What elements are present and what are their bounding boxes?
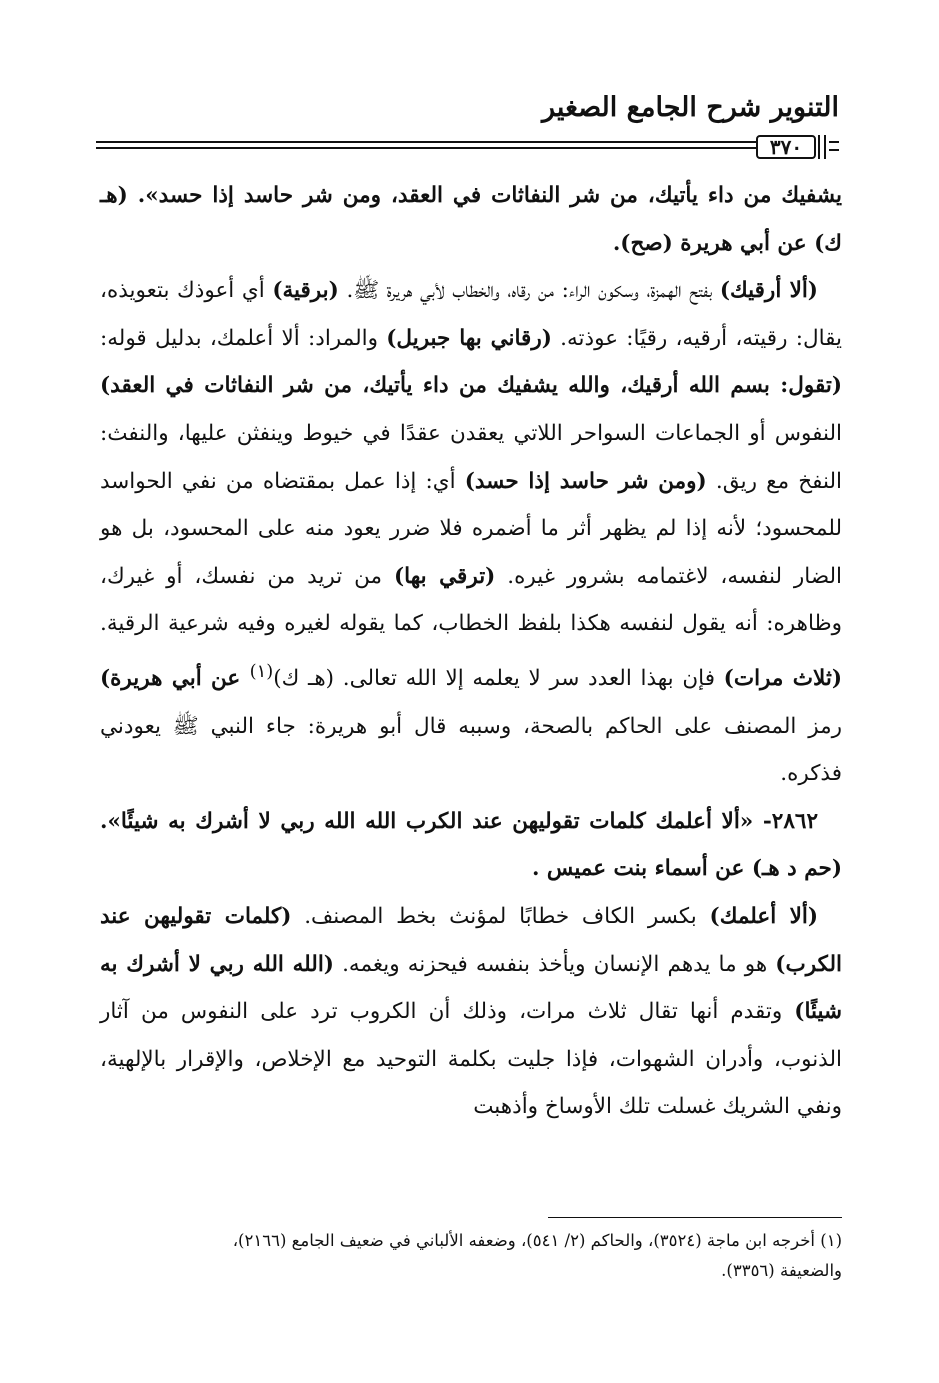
bold-phrase: (ثلاث مرات) — [723, 666, 843, 692]
bold-phrase: (ترقي بها) — [393, 563, 496, 589]
bold-phrase: (رقاني بها جبريل) — [386, 325, 552, 351]
page-number-ornament — [818, 135, 826, 159]
header-rule — [96, 135, 842, 159]
bold-phrase: (ومن شر حاسد إذا حسد) — [464, 468, 707, 494]
header-rule-line — [96, 147, 756, 149]
text-span: فإن بهذا العدد سر لا يعلمه إلا الله تعالى. (هـ ك) — [273, 666, 724, 692]
bold-phrase: (كلمات تقوليهن عند الكرب) — [100, 904, 842, 977]
text-span: بكسر الكاف خطابًا لمؤنث بخط المصنف. — [291, 904, 710, 930]
bold-phrase: (برقية) — [272, 278, 339, 304]
footnotes — [100, 1226, 842, 1286]
footnote-marker: (١) — [249, 660, 274, 682]
paragraph-commentary — [100, 267, 842, 798]
bold-phrase: عن أبي هريرة) — [100, 666, 250, 692]
running-title: التنوير شرح الجامع الصغير — [542, 92, 839, 123]
text-span: من تريد من نفسك، أو غيرك، وظاهره: أنه يقول لنفسه هكذا بلفظ الخطاب، كما يقوله لغيره وفيه شرعية الرقية. — [100, 563, 842, 637]
main-text — [100, 172, 842, 1131]
paragraph-hadith-end: يشفيك من داء يأتيك، من شر النفاثات في العقد، ومن شر حاسد إذا حسد». (هـ ك) عن أبي هريرة (صح). — [100, 183, 842, 256]
text-span: أي أعوذك بتعويذه، يقال: رقيته، أرقيه، رقيًا: عوذته. — [100, 278, 842, 351]
text-span: أي: إذا عمل بمقتضاه من نفي الحواسد للمحسود؛ لأنه إذا لم يظهر أثر ما أضمره فلا ضرر يعود منه على المحسود، بل هو الضار لنفسه، لاغتمامه بشرور غيره. — [100, 468, 842, 589]
paragraph-commentary — [100, 893, 842, 1131]
text-span: هو ما يدهم الإنسان ويأخذ بنفسه فيحزنه ويغمه. — [333, 951, 776, 977]
bold-phrase: (الله الله ربي لا أشرك به شيئًا) — [100, 951, 842, 1025]
bold-phrase: (ألا أرقيك) — [719, 278, 818, 304]
text-span: والمراد: ألا أعلمك، بدليل قوله: — [100, 325, 387, 351]
text-span: النفوس أو الجماعات السواحر اللاتي يعقدن عقدًا في خيوط وينفثن عليها، والنفث: النفخ مع ريق. — [100, 420, 842, 494]
footnote-line: (١) أخرجه ابن ماجة (٣٥٢٤)، والحاكم (٢/ ٥٤١)، وضعفه الألباني في ضعيف الجامع (٢١٦٦)، — [232, 1231, 842, 1250]
footnote-separator — [548, 1217, 842, 1218]
footnote-line: والضعيفة (٣٣٥٦). — [721, 1261, 842, 1280]
text-span: رمز المصنف على الحاكم بالصحة، وسببه قال أبو هريرة: جاء النبي ﷺ يعودني فذكره. — [100, 713, 842, 787]
bold-phrase: (ألا أعلمك) — [709, 904, 818, 930]
page-number-ornament — [829, 141, 839, 151]
text-span: وتقدم أنها تقال ثلاث مرات، وذلك أن الكروب ترد على النفوس من آثار الذنوب، وأدران الشهوات، فإذا جليت بكلمة التوحيد مع الإخلاص، والإقرار بالإلهية، ونفي الشريك غسلت تلك الأوساخ وأذهبت — [100, 999, 842, 1120]
paragraph-hadith: ٢٨٦٢- «ألا أعلمك كلمات تقوليهن عند الكرب الله الله ربي لا أشرك به شيئًا». (حم د هـ) عن أسماء بنت عميس . — [100, 808, 842, 882]
header-rule-line — [96, 141, 756, 143]
page-number: ٣٧٠ — [756, 135, 816, 159]
text-span: بفتح الهمزة، وسكون الراء: من رقاه، والخطاب لأبي هريرة ﷺ. — [338, 278, 720, 304]
bold-phrase: (تقول: بسم الله أرقيك، والله يشفيك من داء يأتيك، من شر النفاثات في العقد) — [100, 373, 842, 399]
